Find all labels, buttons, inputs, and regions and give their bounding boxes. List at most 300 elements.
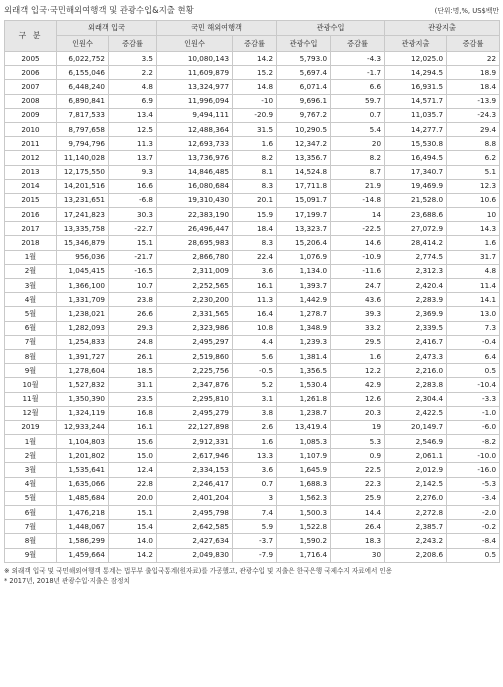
table-row — [5, 165, 500, 179]
table-cell: 22,127,898 — [157, 420, 233, 434]
table-cell: 29.4 — [447, 122, 500, 136]
table-row — [5, 406, 500, 420]
table-cell: 12,175,550 — [57, 165, 109, 179]
table-cell: 1,586,299 — [57, 534, 109, 548]
table-cell: 11.3 — [109, 137, 157, 151]
table-cell: 2,385.7 — [385, 520, 447, 534]
table-row — [5, 94, 500, 108]
table-cell: 13.0 — [447, 307, 500, 321]
table-cell: 31.5 — [233, 122, 277, 136]
header-sub: 증감률 — [233, 36, 277, 52]
footnote: * 2017년, 2018년 관광수입·지출은 잠정치 — [4, 576, 130, 585]
table-cell: -3.3 — [447, 392, 500, 406]
table-cell: 26.1 — [109, 349, 157, 363]
table-cell: 2,420.4 — [385, 279, 447, 293]
table-row — [5, 250, 500, 264]
table-cell: 2,401,204 — [157, 491, 233, 505]
table-cell: 2,866,780 — [157, 250, 233, 264]
table-cell: 1,238,021 — [57, 307, 109, 321]
table-cell: 0.5 — [447, 548, 500, 562]
table-cell: -16.5 — [109, 264, 157, 278]
table-cell: 2,473.3 — [385, 349, 447, 363]
table-cell: 42.9 — [331, 378, 385, 392]
table-cell: 1,201,802 — [57, 449, 109, 463]
table-cell: 2,243.2 — [385, 534, 447, 548]
row-label: 4월 — [5, 477, 57, 491]
row-label: 2012 — [5, 151, 57, 165]
row-label: 9월 — [5, 548, 57, 562]
table-cell: 1,278,604 — [57, 364, 109, 378]
table-row — [5, 520, 500, 534]
table-cell: 16,080,684 — [157, 179, 233, 193]
table-cell: 19,469.9 — [385, 179, 447, 193]
table-row — [5, 477, 500, 491]
table-cell: 6.4 — [447, 349, 500, 363]
table-cell: 13,419.4 — [277, 420, 331, 434]
row-label: 2014 — [5, 179, 57, 193]
table-cell: 13,356.7 — [277, 151, 331, 165]
table-cell: 2,347,876 — [157, 378, 233, 392]
table-cell: 15.6 — [109, 435, 157, 449]
table-cell: 2,295,810 — [157, 392, 233, 406]
table-cell: 14 — [331, 208, 385, 222]
table-cell: -13.9 — [447, 94, 500, 108]
table-cell: 2,225,756 — [157, 364, 233, 378]
table-cell: 2,519,860 — [157, 349, 233, 363]
table-cell: 5.3 — [331, 435, 385, 449]
table-cell: 6,448,240 — [57, 80, 109, 94]
header-group-outbound: 국민 해외여행객 — [157, 21, 277, 36]
table-row — [5, 293, 500, 307]
table-cell: 27,072.9 — [385, 222, 447, 236]
table-cell: 2,495,798 — [157, 506, 233, 520]
header-row-groups — [5, 21, 500, 36]
table-row — [5, 80, 500, 94]
table-cell: 12.2 — [331, 364, 385, 378]
table-cell: 1,350,390 — [57, 392, 109, 406]
table-cell: 1,278.7 — [277, 307, 331, 321]
table-cell: 1,356.5 — [277, 364, 331, 378]
table-cell: 2,331,565 — [157, 307, 233, 321]
table-cell: 14.1 — [447, 293, 500, 307]
table-cell: 20,149.7 — [385, 420, 447, 434]
table-cell: 10 — [447, 208, 500, 222]
header-sub: 관광지출 — [385, 36, 447, 52]
table-cell: 2.6 — [233, 420, 277, 434]
table-cell: 18.4 — [447, 80, 500, 94]
table-cell: 1.6 — [331, 349, 385, 363]
table-row — [5, 491, 500, 505]
table-cell: 1,635,066 — [57, 477, 109, 491]
header-group-expenditure: 관광지출 — [385, 21, 500, 36]
table-cell: 12,347.2 — [277, 137, 331, 151]
table-cell: 39.3 — [331, 307, 385, 321]
row-label: 5월 — [5, 491, 57, 505]
row-label: 1월 — [5, 435, 57, 449]
table-cell: 8.3 — [233, 236, 277, 250]
table-cell: 13,324,977 — [157, 80, 233, 94]
table-cell: 1,522.8 — [277, 520, 331, 534]
table-cell: 1,324,119 — [57, 406, 109, 420]
table-cell: 956,036 — [57, 250, 109, 264]
table-cell: 33.2 — [331, 321, 385, 335]
table-cell: 2,304.4 — [385, 392, 447, 406]
table-cell: 8.8 — [447, 137, 500, 151]
table-cell: 29.3 — [109, 321, 157, 335]
table-cell: 1,442.9 — [277, 293, 331, 307]
table-cell: 1,562.3 — [277, 491, 331, 505]
table-cell: 5,697.4 — [277, 66, 331, 80]
table-cell: 7,817,533 — [57, 108, 109, 122]
table-cell: 8.1 — [233, 165, 277, 179]
table-row — [5, 449, 500, 463]
table-cell: 14,277.7 — [385, 122, 447, 136]
row-label: 2월 — [5, 449, 57, 463]
table-cell: 2,416.7 — [385, 335, 447, 349]
table-cell: 24.7 — [331, 279, 385, 293]
table-cell: 26,496,447 — [157, 222, 233, 236]
table-cell: 6,022,752 — [57, 52, 109, 66]
table-cell: 2,495,297 — [157, 335, 233, 349]
table-row — [5, 151, 500, 165]
table-cell: 21.9 — [331, 179, 385, 193]
row-label: 6월 — [5, 506, 57, 520]
table-cell: 2,774.5 — [385, 250, 447, 264]
table-cell: 59.7 — [331, 94, 385, 108]
table-row — [5, 335, 500, 349]
row-label: 2011 — [5, 137, 57, 151]
table-row — [5, 307, 500, 321]
table-cell: 2,312.3 — [385, 264, 447, 278]
table-cell: 1,348.9 — [277, 321, 331, 335]
table-cell: 2,246,417 — [157, 477, 233, 491]
table-cell: 1,076.9 — [277, 250, 331, 264]
table-cell: -24.3 — [447, 108, 500, 122]
table-row — [5, 392, 500, 406]
table-row — [5, 321, 500, 335]
table-cell: 14,294.5 — [385, 66, 447, 80]
table-cell: 12.4 — [109, 463, 157, 477]
table-cell: 0.5 — [447, 364, 500, 378]
table-cell: 18.3 — [331, 534, 385, 548]
table-cell: 2,012.9 — [385, 463, 447, 477]
table-cell: 1,448,067 — [57, 520, 109, 534]
table-cell: 6,155,046 — [57, 66, 109, 80]
table-cell: 11,035.7 — [385, 108, 447, 122]
table-row — [5, 435, 500, 449]
table-cell: 1,391,727 — [57, 349, 109, 363]
table-cell: 43.6 — [331, 293, 385, 307]
table-cell: 23,688.6 — [385, 208, 447, 222]
table-cell: 8.2 — [331, 151, 385, 165]
table-cell: 1,716.4 — [277, 548, 331, 562]
table-cell: 1,500.3 — [277, 506, 331, 520]
table-cell: 31.7 — [447, 250, 500, 264]
footnote: ※ 외래객 입국 및 국민해외여행객 통계는 법무부 출입국통계(원자료)를 가공했고, 관광수입 및 지출은 한국은행 국제수지 자료에서 인용 — [4, 566, 393, 575]
row-label: 2월 — [5, 264, 57, 278]
table-row — [5, 108, 500, 122]
table-cell: 15.2 — [233, 66, 277, 80]
table-cell: 11,140,028 — [57, 151, 109, 165]
table-cell: -16.0 — [447, 463, 500, 477]
table-cell: 12,933,244 — [57, 420, 109, 434]
row-label: 2019 — [5, 420, 57, 434]
table-cell: -3.4 — [447, 491, 500, 505]
table-cell: 15.1 — [109, 236, 157, 250]
table-cell: -5.3 — [447, 477, 500, 491]
table-cell: 17,199.7 — [277, 208, 331, 222]
table-cell: 2,272.8 — [385, 506, 447, 520]
table-cell: 5.1 — [447, 165, 500, 179]
table-row — [5, 179, 500, 193]
table-cell: 1,381.4 — [277, 349, 331, 363]
table-cell: 16.1 — [109, 420, 157, 434]
header-group-receipts: 관광수입 — [277, 21, 385, 36]
title-row — [4, 3, 499, 17]
table-cell: 3.6 — [233, 463, 277, 477]
table-cell: -10.4 — [447, 378, 500, 392]
row-label: 2015 — [5, 193, 57, 207]
table-cell: 1,239.3 — [277, 335, 331, 349]
table-cell: 3.5 — [109, 52, 157, 66]
row-label: 8월 — [5, 534, 57, 548]
table-row — [5, 66, 500, 80]
table-cell: 13.4 — [109, 108, 157, 122]
table-cell: 14.8 — [233, 80, 277, 94]
table-cell: 2,311,009 — [157, 264, 233, 278]
table-cell: 16.1 — [233, 279, 277, 293]
table-cell: 4.4 — [233, 335, 277, 349]
table-cell: 2,369.9 — [385, 307, 447, 321]
table-cell: 13.3 — [233, 449, 277, 463]
table-cell: 14.6 — [331, 236, 385, 250]
table-cell: 16.6 — [109, 179, 157, 193]
table-cell: 2.2 — [109, 66, 157, 80]
table-cell: 2,339.5 — [385, 321, 447, 335]
table-cell: 28,695,983 — [157, 236, 233, 250]
table-cell: 5,793.0 — [277, 52, 331, 66]
table-cell: 1,459,664 — [57, 548, 109, 562]
header-sub: 증감률 — [331, 36, 385, 52]
table-cell: 6.2 — [447, 151, 500, 165]
table-cell: 0.7 — [331, 108, 385, 122]
header-sub: 관광수입 — [277, 36, 331, 52]
table-row — [5, 137, 500, 151]
row-label: 3월 — [5, 279, 57, 293]
table-cell: 7.3 — [447, 321, 500, 335]
table-cell: -8.2 — [447, 435, 500, 449]
table-cell: 15.0 — [109, 449, 157, 463]
table-cell: 18.4 — [233, 222, 277, 236]
table-cell: 14,571.7 — [385, 94, 447, 108]
header-sub: 증감률 — [109, 36, 157, 52]
table-cell: 2,422.5 — [385, 406, 447, 420]
table-cell: 2,283.8 — [385, 378, 447, 392]
table-cell: 3 — [233, 491, 277, 505]
table-cell: 12.6 — [331, 392, 385, 406]
table-cell: 12.3 — [447, 179, 500, 193]
table-cell: 1,688.3 — [277, 477, 331, 491]
table-cell: 2,617,946 — [157, 449, 233, 463]
table-cell: 1.6 — [233, 137, 277, 151]
table-cell: 30 — [331, 548, 385, 562]
table-cell: 1,527,832 — [57, 378, 109, 392]
table-cell: -10 — [233, 94, 277, 108]
table-cell: 25.9 — [331, 491, 385, 505]
table-cell: -21.7 — [109, 250, 157, 264]
table-cell: 8.3 — [233, 179, 277, 193]
row-label: 2018 — [5, 236, 57, 250]
table-cell: 16.8 — [109, 406, 157, 420]
table-cell: 12,025.0 — [385, 52, 447, 66]
table-cell: 20 — [331, 137, 385, 151]
table-cell: 1,085.3 — [277, 435, 331, 449]
unit-label: (단위:명,%, US$백만 — [434, 7, 499, 15]
table-cell: 2,546.9 — [385, 435, 447, 449]
table-cell: 1,485,684 — [57, 491, 109, 505]
row-label: 6월 — [5, 321, 57, 335]
row-label: 2005 — [5, 52, 57, 66]
table-cell: 10,080,143 — [157, 52, 233, 66]
table-cell: 15,346,879 — [57, 236, 109, 250]
table-cell: 13.7 — [109, 151, 157, 165]
row-label: 1월 — [5, 250, 57, 264]
header-category: 구 분 — [5, 21, 57, 52]
row-label: 4월 — [5, 293, 57, 307]
table-cell: 1,476,218 — [57, 506, 109, 520]
table-cell: -8.4 — [447, 534, 500, 548]
table-row — [5, 548, 500, 562]
row-label: 5월 — [5, 307, 57, 321]
row-label: 11월 — [5, 392, 57, 406]
table-cell: 5.9 — [233, 520, 277, 534]
table-cell: -0.4 — [447, 335, 500, 349]
table-cell: 20.1 — [233, 193, 277, 207]
table-row — [5, 378, 500, 392]
table-cell: 11.3 — [233, 293, 277, 307]
table-cell: 2,334,153 — [157, 463, 233, 477]
table-cell: 1,535,641 — [57, 463, 109, 477]
table-cell: 1.6 — [233, 435, 277, 449]
table-cell: 10.6 — [447, 193, 500, 207]
page — [4, 3, 499, 586]
table-cell: 6.9 — [109, 94, 157, 108]
table-cell: 2,208.6 — [385, 548, 447, 562]
table-cell: 12,488,364 — [157, 122, 233, 136]
table-cell: -10.9 — [331, 250, 385, 264]
table-row — [5, 506, 500, 520]
table-cell: 0.9 — [331, 449, 385, 463]
row-label: 9월 — [5, 364, 57, 378]
table-cell: -2.0 — [447, 506, 500, 520]
row-label: 2007 — [5, 80, 57, 94]
table-cell: 1,254,833 — [57, 335, 109, 349]
table-row — [5, 463, 500, 477]
table-cell: 3.6 — [233, 264, 277, 278]
table-cell: 1,530.4 — [277, 378, 331, 392]
table-cell: 15.4 — [109, 520, 157, 534]
header-sub: 증감률 — [447, 36, 500, 52]
row-label: 2013 — [5, 165, 57, 179]
table-cell: 12,693,733 — [157, 137, 233, 151]
table-cell: 10,290.5 — [277, 122, 331, 136]
table-cell: 1,261.8 — [277, 392, 331, 406]
table-cell: 1,238.7 — [277, 406, 331, 420]
table-cell: 16.4 — [233, 307, 277, 321]
table-cell: -1.7 — [331, 66, 385, 80]
table-cell: -0.2 — [447, 520, 500, 534]
table-cell: -3.7 — [233, 534, 277, 548]
table-cell: 2,216.0 — [385, 364, 447, 378]
table-cell: 18.5 — [109, 364, 157, 378]
row-label: 8월 — [5, 349, 57, 363]
table-cell: 19 — [331, 420, 385, 434]
table-cell: 0.7 — [233, 477, 277, 491]
table-cell: 9,767.2 — [277, 108, 331, 122]
table-cell: 9,794,796 — [57, 137, 109, 151]
table-cell: 14,201,516 — [57, 179, 109, 193]
table-cell: 9.3 — [109, 165, 157, 179]
table-cell: 22.4 — [233, 250, 277, 264]
table-cell: 22.8 — [109, 477, 157, 491]
table-row — [5, 193, 500, 207]
table-cell: 3.1 — [233, 392, 277, 406]
table-cell: 2,283.9 — [385, 293, 447, 307]
table-cell: 1,282,093 — [57, 321, 109, 335]
table-row — [5, 279, 500, 293]
table-cell: 3.8 — [233, 406, 277, 420]
table-cell: 10.8 — [233, 321, 277, 335]
table-row — [5, 264, 500, 278]
table-cell: 16,494.5 — [385, 151, 447, 165]
table-cell: 1,045,415 — [57, 264, 109, 278]
table-cell: 18.9 — [447, 66, 500, 80]
table-cell: -7.9 — [233, 548, 277, 562]
table-cell: 5.6 — [233, 349, 277, 363]
table-cell: 1,366,100 — [57, 279, 109, 293]
table-cell: 11.4 — [447, 279, 500, 293]
table-cell: 23.5 — [109, 392, 157, 406]
table-cell: 13,231,651 — [57, 193, 109, 207]
table-cell: 23.8 — [109, 293, 157, 307]
table-cell: 6.6 — [331, 80, 385, 94]
table-cell: 15.9 — [233, 208, 277, 222]
table-cell: 2,427,634 — [157, 534, 233, 548]
table-cell: -14.8 — [331, 193, 385, 207]
table-cell: 9,494,111 — [157, 108, 233, 122]
table-row — [5, 349, 500, 363]
table-cell: -20.9 — [233, 108, 277, 122]
row-label: 2008 — [5, 94, 57, 108]
table-cell: 13,323.7 — [277, 222, 331, 236]
row-label: 12월 — [5, 406, 57, 420]
table-cell: 29.5 — [331, 335, 385, 349]
table-cell: -0.5 — [233, 364, 277, 378]
row-label: 2009 — [5, 108, 57, 122]
table-cell: 14.0 — [109, 534, 157, 548]
row-label: 2006 — [5, 66, 57, 80]
table-cell: 14.3 — [447, 222, 500, 236]
table-cell: 11,609,879 — [157, 66, 233, 80]
table-cell: 22.5 — [331, 463, 385, 477]
table-row — [5, 122, 500, 136]
table-cell: 28,414.2 — [385, 236, 447, 250]
table-cell: 1,393.7 — [277, 279, 331, 293]
table-cell: 2,252,565 — [157, 279, 233, 293]
table-cell: 1,331,709 — [57, 293, 109, 307]
table-cell: 2,495,279 — [157, 406, 233, 420]
table-cell: 6,890,841 — [57, 94, 109, 108]
